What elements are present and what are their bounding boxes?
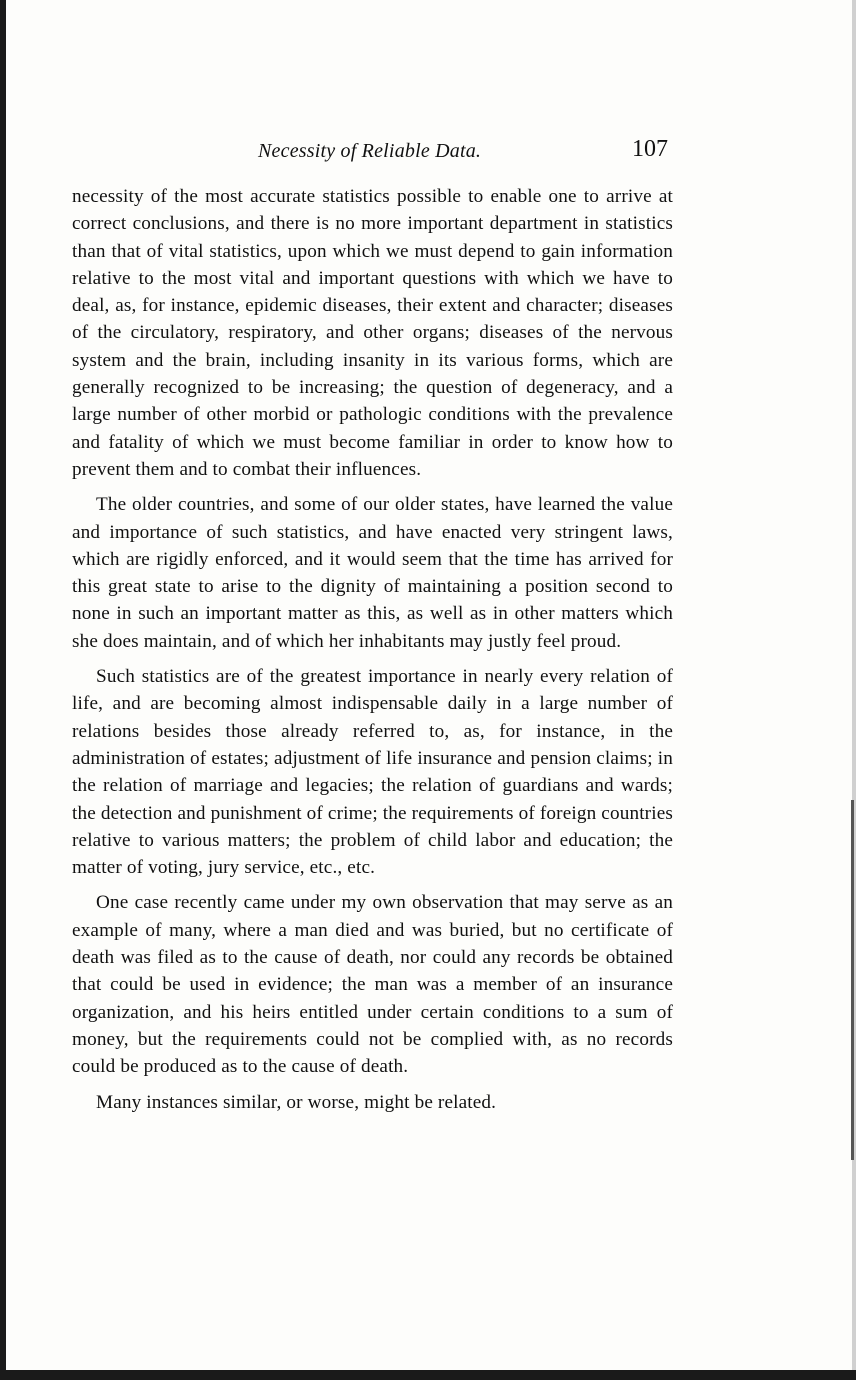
page-number: 107 [632,136,668,162]
paragraph-1: necessity of the most accurate statistics possible to enable one to arrive at correct conclusions, and there is no more important department in statistics than that of vital statistics, upon which we must depend to gain information relative to the most vital and important questions with which we have to deal, as, for instance, epidemic diseases, their extent and character; diseases of the circulatory, respiratory, and other organs; diseases of the nervous system and the brain, including insanity in its various forms, which are generally recognized to be increasing; the question of degeneracy, and a large number of other morbid or pathologic conditions with the prevalence and fatality of which we must become familiar in order to know how to prevent them and to combat their influences. [72,186,673,480]
scan-edge-mark [851,800,854,1160]
paragraph-2: The older countries, and some of our older states, have learned the value and importance of such statistics, and have enacted very stringent laws, which are rigidly enforced, and it would seem that the time has arrived for this great state to arise to the dignity of maintaining a position second to none in such an important matter as this, as well as in other matters which she does maintain, and of which her inhabitants may justly feel proud. [72,494,673,652]
paragraph-5: Many instances similar, or worse, might be related. [96,1091,497,1113]
running-title: Necessity of Reliable Data. [258,140,482,162]
paragraph-4: One case recently came under my own observation that may serve as an example of many, where a man died and was buried, but no certificate of death was filed as to the cause of death, nor could any records be obtained that could be used in evidence; the man was a member of an insurance organization, and his heirs entitled under certain conditions to a sum of money, but the requirements could not be complied with, as no records could be produced as to the cause of death. [72,892,673,1078]
scan-edge-left [0,0,6,1380]
body-text [72,183,673,1124]
page-header [76,136,672,168]
scan-edge-right [852,0,856,1380]
scan-edge-bottom [0,1370,856,1380]
paragraph-3: Such statistics are of the greatest importance in nearly every relation of life, and are becoming almost indispensable daily in a large number of relations besides those already referred to, as, for instance, in the administration of estates; adjustment of life insurance and pension claims; in the relation of marriage and legacies; the relation of guardians and wards; the detection and punishment of crime; the requirements of foreign countries relative to various matters; the problem of child labor and education; the matter of voting, jury service, etc., etc. [72,666,673,879]
